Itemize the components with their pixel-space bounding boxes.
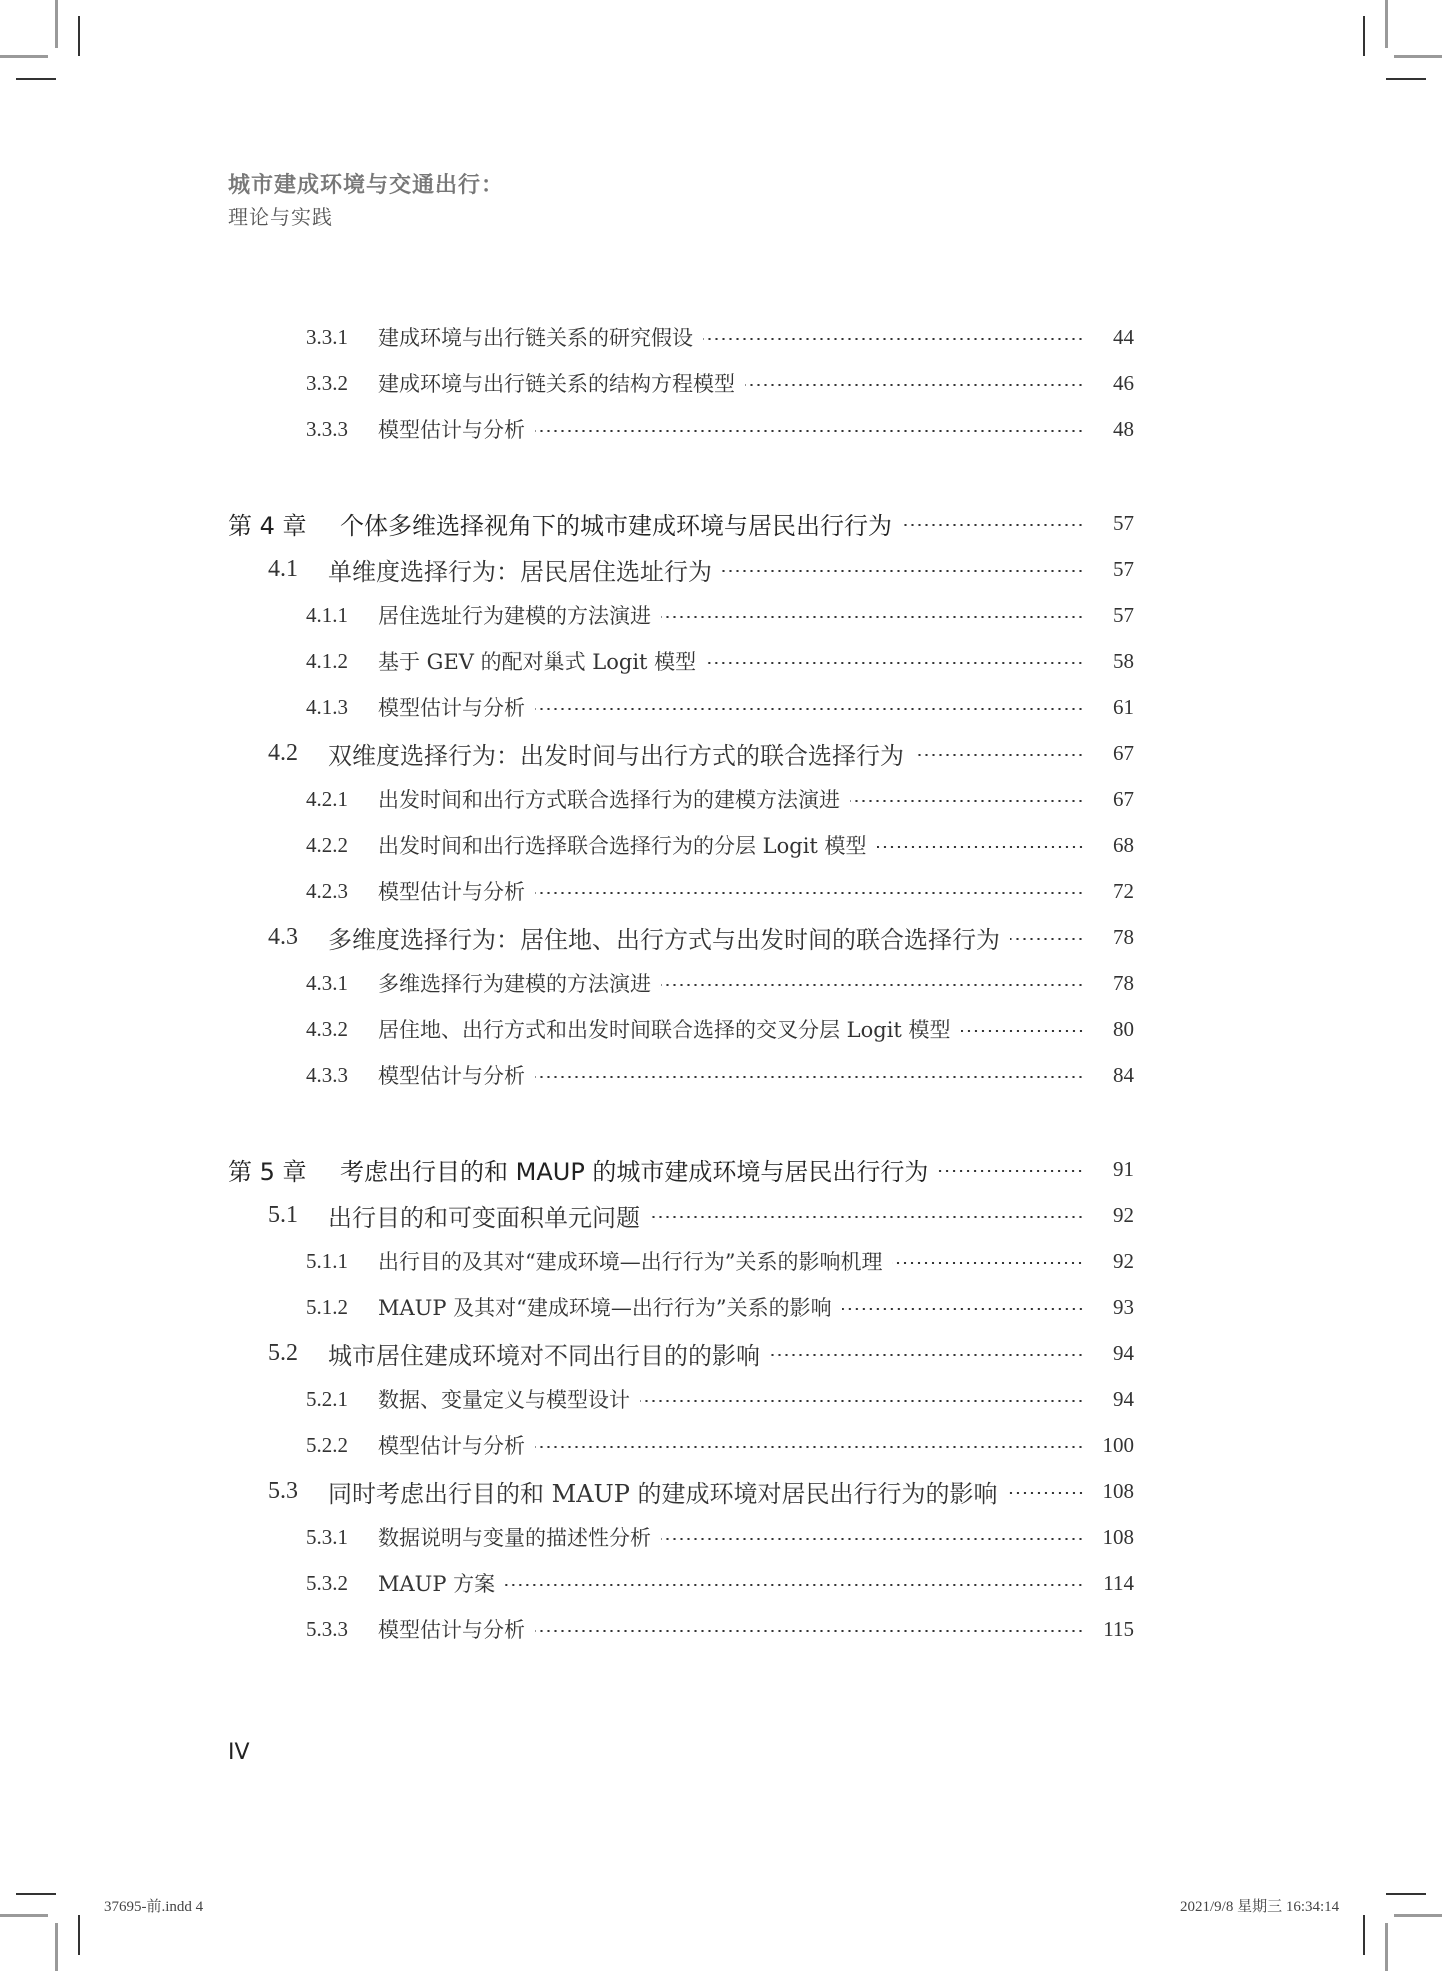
book-subtitle: 理论与实践 xyxy=(228,205,333,229)
toc-entry-page: 61 xyxy=(1113,694,1134,719)
dot-leader xyxy=(938,1170,1084,1172)
toc-entry-sub[interactable] xyxy=(228,687,1134,727)
toc-entry-number: 第 4 章 xyxy=(228,511,307,540)
toc-entry-number: 4.2.2 xyxy=(306,832,348,857)
running-head xyxy=(228,170,504,232)
toc-entry-number: 5.3.1 xyxy=(306,1524,348,1549)
toc-entry-sub[interactable] xyxy=(228,1055,1134,1095)
toc-entry-page: 78 xyxy=(1113,970,1134,995)
crop-mark xyxy=(1394,1914,1442,1917)
toc-entry-title: MAUP 及其对“建成环境—出行行为”关系的影响 xyxy=(378,1296,832,1320)
toc-entry-title: 基于 GEV 的配对巢式 Logit 模型 xyxy=(378,650,697,674)
toc-entry-number: 4.3.2 xyxy=(306,1016,348,1041)
dot-leader xyxy=(661,1538,1084,1540)
dot-leader xyxy=(650,1216,1084,1218)
dot-leader xyxy=(535,430,1084,432)
toc-entry-title: 考虑出行目的和 MAUP 的城市建成环境与居民出行行为 xyxy=(340,1157,929,1186)
toc-entry-chapter[interactable] xyxy=(228,503,1134,543)
toc-entry-title: 多维选择行为建模的方法演进 xyxy=(378,972,651,996)
crop-mark xyxy=(55,1923,58,1971)
toc-entry-title: 居住选址行为建模的方法演进 xyxy=(378,604,651,628)
page-number: IV xyxy=(228,1740,250,1765)
toc-entry-sub[interactable] xyxy=(228,641,1134,681)
toc-entry-page: 94 xyxy=(1113,1386,1134,1411)
toc-entry-sub[interactable] xyxy=(228,1563,1134,1603)
toc-entry-page: 84 xyxy=(1113,1062,1134,1087)
toc-entry-sub[interactable] xyxy=(228,1009,1134,1049)
toc-entry-page: 115 xyxy=(1103,1616,1134,1641)
toc-entry-page: 93 xyxy=(1113,1294,1134,1319)
dot-leader xyxy=(535,1076,1084,1078)
dot-leader xyxy=(661,984,1084,986)
toc-entry-title: 出发时间和出行方式联合选择行为的建模方法演进 xyxy=(378,788,840,812)
dot-leader xyxy=(961,1030,1084,1032)
toc-entry-title: 个体多维选择视角下的城市建成环境与居民出行行为 xyxy=(340,511,892,540)
toc-entry-sub[interactable] xyxy=(228,1425,1134,1465)
toc-entry-chapter[interactable] xyxy=(228,1149,1134,1189)
crop-mark xyxy=(78,16,80,56)
toc-entry-number: 3.3.2 xyxy=(306,370,348,395)
crop-mark xyxy=(16,78,56,80)
toc-entry-page: 44 xyxy=(1113,324,1134,349)
crop-mark xyxy=(0,1914,48,1917)
toc-entry-page: 92 xyxy=(1113,1248,1134,1273)
toc-entry-page: 114 xyxy=(1103,1570,1134,1595)
toc-entry-page: 92 xyxy=(1113,1202,1134,1227)
toc-entry-number: 4.2.1 xyxy=(306,786,348,811)
toc-entry-sub[interactable] xyxy=(228,871,1134,911)
toc-entry-title: 城市居住建成环境对不同出行目的的影响 xyxy=(328,1341,760,1370)
toc-entry-title: 同时考虑出行目的和 MAUP 的建成环境对居民出行行为的影响 xyxy=(328,1479,998,1508)
toc-entry-sub[interactable] xyxy=(228,409,1134,449)
toc-entry-page: 57 xyxy=(1113,602,1134,627)
toc-entry-section[interactable] xyxy=(228,733,1134,773)
toc-entry-number: 5.1 xyxy=(268,1201,298,1228)
toc-entry-title: 出行目的及其对“建成环境—出行行为”关系的影响机理 xyxy=(378,1250,883,1274)
dot-leader xyxy=(892,1262,1084,1264)
toc-entry-page: 48 xyxy=(1113,416,1134,441)
crop-mark xyxy=(1363,16,1365,56)
crop-mark xyxy=(1394,55,1442,58)
toc-entry-page: 80 xyxy=(1113,1016,1134,1041)
crop-mark xyxy=(0,55,48,58)
dot-leader xyxy=(640,1400,1084,1402)
toc-entry-sub[interactable] xyxy=(228,363,1134,403)
dot-leader xyxy=(1010,938,1084,940)
toc-entry-page: 57 xyxy=(1113,510,1134,535)
toc-entry-title: 多维度选择行为：居住地、出行方式与出发时间的联合选择行为 xyxy=(328,925,1000,954)
toc-entry-sub[interactable] xyxy=(228,779,1134,819)
toc-entry-title: 出发时间和出行选择联合选择行为的分层 Logit 模型 xyxy=(378,834,867,858)
dot-leader xyxy=(877,846,1084,848)
crop-mark xyxy=(1385,1923,1388,1971)
toc-entry-number: 4.1.3 xyxy=(306,694,348,719)
toc-entry-sub[interactable] xyxy=(228,595,1134,635)
dot-leader xyxy=(535,708,1084,710)
slug-filename: 37695-前.indd 4 xyxy=(104,1899,204,1915)
crop-mark xyxy=(1363,1915,1365,1955)
dot-leader xyxy=(770,1354,1084,1356)
toc-entry-number: 5.2 xyxy=(268,1339,298,1366)
dot-leader xyxy=(914,754,1084,756)
toc-entry-number: 4.3 xyxy=(268,923,298,950)
toc-entry-title: 模型估计与分析 xyxy=(378,1064,525,1088)
toc-entry-title: 模型估计与分析 xyxy=(378,880,525,904)
toc-entry-title: MAUP 方案 xyxy=(378,1572,496,1596)
toc-entry-page: 57 xyxy=(1113,556,1134,581)
toc-entry-number: 5.1.1 xyxy=(306,1248,348,1273)
toc-entry-page: 67 xyxy=(1113,786,1134,811)
toc-entry-page: 100 xyxy=(1102,1432,1134,1457)
toc-entry-sub[interactable] xyxy=(228,1241,1134,1281)
toc-entry-number: 5.3 xyxy=(268,1477,298,1504)
dot-leader xyxy=(505,1584,1084,1586)
toc-entry-section[interactable] xyxy=(228,1195,1134,1235)
toc-entry-section[interactable] xyxy=(228,549,1134,589)
toc-entry-page: 108 xyxy=(1102,1524,1134,1549)
toc-entry-title: 模型估计与分析 xyxy=(378,418,525,442)
slug-timestamp: 2021/9/8 星期三 16:34:14 xyxy=(1180,1899,1340,1915)
crop-mark xyxy=(55,0,58,48)
toc-entry-page: 108 xyxy=(1102,1478,1134,1503)
toc-entry-sub[interactable] xyxy=(228,317,1134,357)
toc-entry-number: 4.1.2 xyxy=(306,648,348,673)
toc-entry-title: 数据说明与变量的描述性分析 xyxy=(378,1526,651,1550)
dot-leader xyxy=(703,338,1084,340)
crop-mark xyxy=(1385,0,1388,48)
toc-entry-page: 67 xyxy=(1113,740,1134,765)
toc-entry-title: 模型估计与分析 xyxy=(378,1618,525,1642)
toc-entry-page: 94 xyxy=(1113,1340,1134,1365)
toc-entry-title: 建成环境与出行链关系的研究假设 xyxy=(378,326,693,350)
toc-entry-sub[interactable] xyxy=(228,825,1134,865)
crop-mark xyxy=(16,1893,56,1895)
toc-entry-page: 91 xyxy=(1113,1156,1134,1181)
toc-entry-number: 4.2.3 xyxy=(306,878,348,903)
toc-entry-page: 72 xyxy=(1113,878,1134,903)
toc-entry-title: 单维度选择行为：居民居住选址行为 xyxy=(328,557,712,586)
toc-entry-sub[interactable] xyxy=(228,1379,1134,1419)
toc-entry-sub[interactable] xyxy=(228,1287,1134,1327)
toc-entry-number: 5.2.2 xyxy=(306,1432,348,1457)
toc-entry-sub[interactable] xyxy=(228,963,1134,1003)
toc-entry-number: 5.1.2 xyxy=(306,1294,348,1319)
dot-leader xyxy=(661,616,1084,618)
toc-entry-page: 46 xyxy=(1113,370,1134,395)
crop-mark xyxy=(78,1915,80,1955)
toc-entry-number: 5.2.1 xyxy=(306,1386,348,1411)
dot-leader xyxy=(535,892,1084,894)
toc-entry-number: 4.3.3 xyxy=(306,1062,348,1087)
dot-leader xyxy=(722,570,1084,572)
toc-entry-number: 4.1.1 xyxy=(306,602,348,627)
toc-entry-page: 58 xyxy=(1113,648,1134,673)
toc-entry-title: 模型估计与分析 xyxy=(378,1434,525,1458)
toc-entry-number: 5.3.2 xyxy=(306,1570,348,1595)
crop-mark xyxy=(1386,1893,1426,1895)
dot-leader xyxy=(535,1446,1084,1448)
dot-leader xyxy=(745,384,1084,386)
toc-entry-number: 4.3.1 xyxy=(306,970,348,995)
toc-entry-number: 4.1 xyxy=(268,555,298,582)
toc-entry-section[interactable] xyxy=(228,1471,1134,1511)
crop-mark xyxy=(1386,78,1426,80)
toc-entry-section[interactable] xyxy=(228,917,1134,957)
dot-leader xyxy=(1008,1492,1084,1494)
toc-entry-title: 建成环境与出行链关系的结构方程模型 xyxy=(378,372,735,396)
toc-entry-number: 3.3.3 xyxy=(306,416,348,441)
toc-entry-number: 5.3.3 xyxy=(306,1616,348,1641)
toc-entry-page: 78 xyxy=(1113,924,1134,949)
toc-entry-sub[interactable] xyxy=(228,1609,1134,1649)
toc-entry-number: 3.3.1 xyxy=(306,324,348,349)
toc-entry-title: 数据、变量定义与模型设计 xyxy=(378,1388,630,1412)
dot-leader xyxy=(706,662,1084,664)
dot-leader xyxy=(850,800,1084,802)
book-title: 城市建成环境与交通出行： xyxy=(228,173,505,198)
toc-entry-number: 第 5 章 xyxy=(228,1157,307,1186)
dot-leader xyxy=(902,524,1084,526)
dot-leader xyxy=(535,1630,1084,1632)
toc-entry-section[interactable] xyxy=(228,1333,1134,1373)
dot-leader xyxy=(842,1308,1084,1310)
toc-entry-sub[interactable] xyxy=(228,1517,1134,1557)
toc-entry-title: 居住地、出行方式和出发时间联合选择的交叉分层 Logit 模型 xyxy=(378,1018,951,1042)
toc-entry-title: 出行目的和可变面积单元问题 xyxy=(328,1203,640,1232)
toc-entry-title: 双维度选择行为：出发时间与出行方式的联合选择行为 xyxy=(328,741,904,770)
toc-entry-title: 模型估计与分析 xyxy=(378,696,525,720)
toc-entry-number: 4.2 xyxy=(268,739,298,766)
toc-entry-page: 68 xyxy=(1113,832,1134,857)
